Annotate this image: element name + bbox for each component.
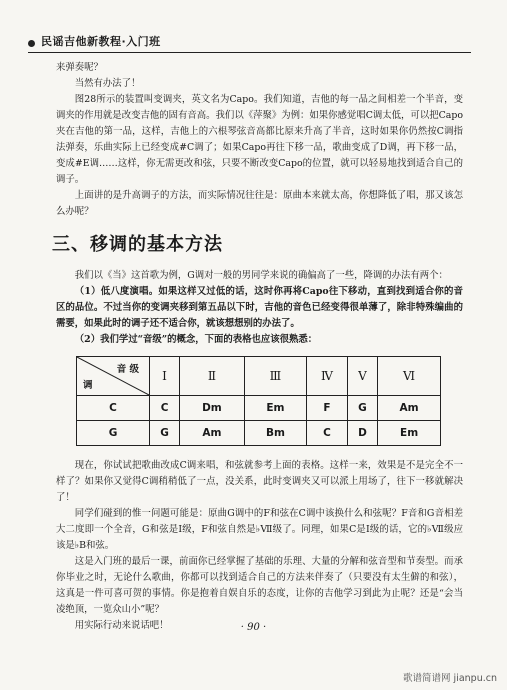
paragraph-method-2: （2）我们学过“音级”的概念，下面的表格也应该很熟悉： <box>74 334 318 345</box>
paragraph: 同学们碰到的惟一问题可能是：原曲G调中的F和弦在C调中该换什么和弦呢？F音和G音相差大二度即一个全音，G和弦是Ⅰ级，F和弦自然是♭Ⅶ级了。同理，如果C是Ⅰ级的话，它的♭Ⅶ级应该是♭B和弦。 <box>56 508 463 551</box>
header-title: 民谣吉他新教程·入门班 <box>41 35 161 48</box>
table-row <box>77 396 441 421</box>
chord-cell: Am <box>378 396 441 421</box>
paragraph: 现在，你试试把歌曲改成C调来唱，和弦就参考上面的表格。这样一来，效果是不是完全不一样了？如果你又觉得C调稍稍低了一点，没关系，此时变调夹又可以派上用场了，往下一移就解决了！ <box>56 460 463 503</box>
paragraph-method-1: （1）低八度演唱。如果这样又过低的话，这时你再将Capo往下移动，直到找到适合你的音区的品位。不过当你的变调夹移到第五品以下时，吉他的音色已经变得很单薄了，除非特殊编曲的需要，如果此时的调子还不适合你，就该想想别的办法了。 <box>56 286 463 329</box>
chord-cell: Em <box>244 396 306 421</box>
degree-header: Ⅰ <box>150 357 180 396</box>
degree-header: Ⅳ <box>307 357 348 396</box>
chord-cell: C <box>307 421 348 446</box>
chord-cell: Am <box>180 421 245 446</box>
chord-cell: Em <box>378 421 441 446</box>
paragraph: 用实际行动来说话吧！ <box>74 620 169 631</box>
chord-cell: G <box>347 396 377 421</box>
chord-cell: F <box>307 396 348 421</box>
degree-header: Ⅱ <box>180 357 245 396</box>
paragraph: 我们以《当》这首歌为例，G调对一般的男同学来说的确偏高了一些，降调的办法有两个： <box>74 270 448 281</box>
watermark: 歌谱简谱网 jianpu.cn <box>403 673 497 684</box>
paragraph: 上面讲的是升高调子的方法，而实际情况往往是：原曲本来就太高，你想降低了唱，那又该怎么办呢？ <box>56 190 463 217</box>
header-bullet-icon <box>28 40 35 47</box>
chord-cell: G <box>150 421 180 446</box>
body-text <box>52 60 463 634</box>
table-header-row <box>77 357 441 396</box>
paragraph: 图28所示的装置叫变调夹，英文名为Capo。我们知道，吉他的每一品之间相差一个半音，变调夹的作用就是改变吉他的固有音高。我们以《萍聚》为例：如果你感觉唱C调太低，可以把Capo夹在吉他的第一品，这样，吉他上的六根琴弦音高都比原来升高了半音，这时如果你仍然按C调指法弹奏，乐曲实际上已经变成#C调了；如果Capo再往下移一品，歌曲变成了D调，再下移一品，变成#E调……这样，你无需更改和弦，只要不断改变Capo的位置，就可以轻易地找到适合自己的调子。 <box>56 94 463 185</box>
page-number: · 90 · <box>240 622 267 633</box>
chord-cell: C <box>150 396 180 421</box>
key-cell: G <box>77 421 150 446</box>
degree-header: Ⅴ <box>347 357 377 396</box>
paragraph: 当然有办法了！ <box>74 78 141 89</box>
chord-degree-table <box>76 356 441 446</box>
table-corner-cell <box>77 357 150 396</box>
paragraph: 来弹奏呢？ <box>56 62 103 73</box>
table-row <box>77 421 441 446</box>
chord-cell: Bm <box>244 421 306 446</box>
key-cell: C <box>77 396 150 421</box>
chord-cell: D <box>347 421 377 446</box>
corner-label-degree: 音 级 <box>116 364 139 375</box>
running-header <box>28 30 471 53</box>
degree-header: Ⅵ <box>378 357 441 396</box>
section-heading: 三、移调的基本方法 <box>52 234 223 255</box>
degree-header: Ⅲ <box>244 357 306 396</box>
paragraph: 这是入门班的最后一课，前面你已经掌握了基础的乐理、大量的分解和弦音型和节奏型。而承你毕业之时，无论什么歌曲，你都可以找到适合自己的方法来伴奏了（只要没有太生僻的和弦），这真是一件可喜可贺的事情。你是抱着自娱自乐的态度，让你的吉他学习到此为止呢？还是“会当凌绝顶，一览众山小”呢？ <box>56 556 463 615</box>
corner-label-key: 调 <box>83 380 93 391</box>
chord-cell: Dm <box>180 396 245 421</box>
